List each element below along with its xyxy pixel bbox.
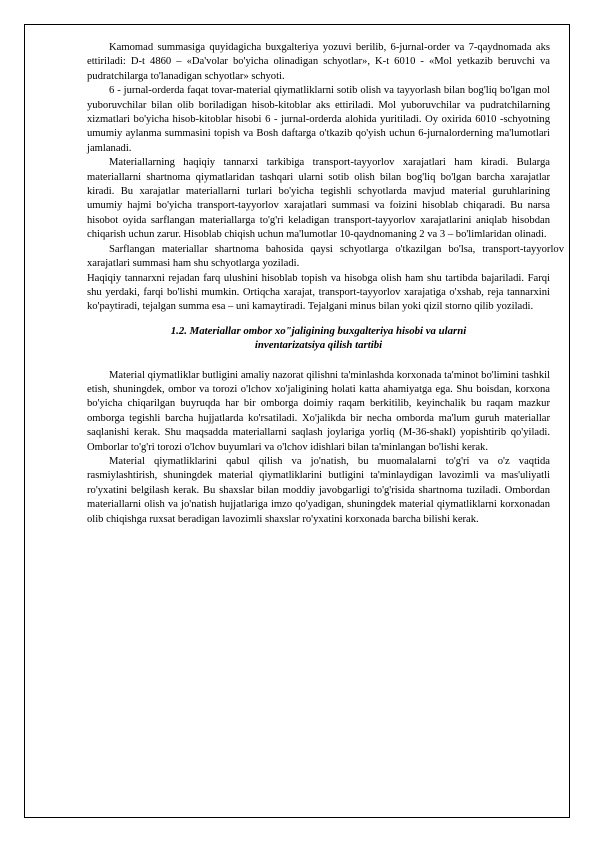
document-body [87, 41, 564, 527]
paragraph-tannarx: Materiallarning haqiqiy tannarxi tarkibiga transport-tayyorlov xarajatlari ham kiradi. Bularga materiallarni shartnoma qiymatlaridan tashqari ularni sotib olish bilan bog'liq bo'lgan barcha xarajatlar kiradi. Bu xarajatlar materiallarni turlari bo'yicha tegishli schyotlarda mavjud material guruhlarining umumiy hajmi bo'yicha transport-tayyorlov xarajatlari summasi va foizini hisoblab chiqaradi. Bu narsa hisobot oyida sarflangan materiallarga to'g'ri keladigan transport-tayyorlov xarajatlarini aniqlab hisobdan chiqarish uchun zarur. Hisoblab chiqish uchun ma'lumotlar 10-qaydnomaning 2 va 3 – bo'limlaridan olinadi. [87, 157, 550, 241]
section-heading-line-1: 1.2. Materiallar ombor xo"jaligining buxgalteriya hisobi va ularni [170, 324, 467, 337]
paragraph-ombor: Material qiymatliklar butligini amaliy nazorat qilishni ta'minlashda korxonada ta'minot bo'limini tashkil etish, shuningdek, ombor va torozi o'lchov xo'jaligining holati katta ahamiyatga ega. Shu boisdan, korxona bo'yicha chiqarilgan buyruqda har bir omborga doimiy raqam berkitilib, keyinchalik bu raqam mazkur omborga tegishli barcha hujjatlarda ko'rsatiladi. Xo'jalikda bir necha omborda ma'lum guruh materiallar saqlanishi kerak. Shu maqsadda materiallarni saqlash joylariga yorliq (M-36-shakl) yopishtirib qo'yiladi. Omborlar to'g'ri torozi o'lchov buyumlari va o'lchov idishlari bilan ta'minlangan bo'lishi kerak. [87, 369, 550, 453]
paragraph-sarflangan: Sarflangan materiallar shartnoma bahosida qaysi schyotlarga o'tkazilgan bo'lsa, transport-tayyorlov xarajatlari summasi ham shu schyotlarga yoziladi. [87, 243, 564, 270]
section-heading [87, 324, 550, 353]
paragraph-kamomad: Kamomad summasiga quyidagicha buxgalteriya yozuvi berilib, 6-jurnal-order va 7-qaydnomada aks ettiriladi: D-t 4860 – «Da'volar bo'yicha olinadigan schyotlar», K-t 6010 - «Mol yetkazib beruvchi va pudratchilarga to'lanadigan schyotlar» schyoti. [87, 42, 550, 82]
paragraph-jurnal-order: 6 - jurnal-orderda faqat tovar-material qiymatliklarni sotib olish va tayyorlash bilan bog'liq bo'lgan mol yuboruvchilar bilan olib boriladigan hisob-kitoblar aks ettiriladi. Mol yuboruvchilar va pudratchilarning xizmatlari bo'yicha hisob-kitoblar hisobi 6 - jurnal-orderda alohida yuritiladi. Oy oxirida 6010 -schyotning umumiy aylanma summasini topish va Bosh daftarga o'tkazib qo'yish uchun 6-jurnalorderning ma'lumotlari jamlanadi. [87, 85, 550, 154]
paragraph-haqiqiy-tannarx: Haqiqiy tannarxni rejadan farq ulushini hisoblab topish va hisobga olish ham shu tartibda bajariladi. Farqi shu yerdaki, farqi bo'lishi mumkin. Ortiqcha xarajat, transport-tayyorlov xarajatiga o'xshab, reja tannarxini ko'paytiradi, tejalgan summa esa – uni kamaytiradi. Tejalgani minus bilan yoki qizil storno qilib yoziladi. [87, 272, 550, 313]
paragraph-qabul-qilish: Material qiymatliklarini qabul qilish va jo'natish, bu muomalalarni to'g'ri va o'z vaqtida rasmiylashtirish, shuningdek material qiymatliklarini butligini ta'minlaydigan lavozimli va mas'uliyatli ro'yxatini belgilash kerak. Bu shaxslar bilan moddiy javobgarligi to'g'risida shartnoma tuziladi. Ombordan materiallarni olish va jo'natish hujjatlariga imzo qo'yadigan, shuningdek material qiymatliklarni korxonadan olib chiqishga ruxsat beradigan lavozimli shaxslar ro'yxatini korxonada barcha bilishi kerak. [87, 455, 550, 525]
section-heading-line-2: inventarizatsiya qilish tartibi [254, 339, 383, 352]
